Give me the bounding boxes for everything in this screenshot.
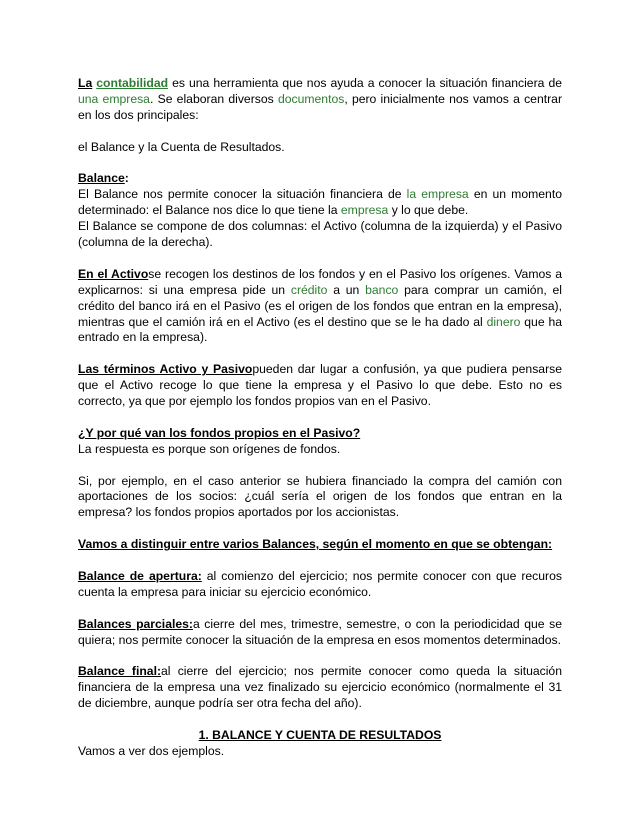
section-title: 1. BALANCE Y CUENTA DE RESULTADOS (198, 727, 442, 742)
activo-text-3: para comprar un camión, el crédito del banco irá en el Pasivo (es el origen de los fondos que entran en la empresa), mientras que el camión irá en el Activo (es el destino que se le ha dado al (78, 282, 563, 329)
paragraph-ejemplo-socios: Si, por ejemplo, en el caso anterior se hubiera financiado la compra del camión con aportaciones de los socios: ¿cuál sería el origen de los fondos que entran en la empresa? los fondos propios aportados por los accionistas. (78, 473, 562, 520)
intro-text-2: . Se elaboran diversos (149, 91, 278, 106)
section-text: Vamos a ver dos ejemplos. (78, 743, 225, 758)
link-banco[interactable]: banco (365, 282, 399, 297)
intro-text-1: es una herramienta que nos ayuda a conocer la situación financiera de (168, 76, 563, 90)
balance-text-3: y lo que debe. (388, 203, 469, 218)
heading-balances-parciales: Balances parciales: (78, 616, 193, 631)
paragraph-intro (78, 76, 562, 124)
link-la-empresa[interactable]: la empresa (406, 187, 469, 202)
heading-pregunta: ¿Y por qué van los fondos propios en el Pasivo? (78, 425, 361, 440)
link-dinero[interactable]: dinero (486, 314, 521, 329)
balance-text-2: en un momento determinado: el Balance nos dice lo que tiene la (78, 187, 562, 218)
final-text: al cierre del ejercicio; nos permite conocer como queda la situación financiera de la empresa una vez finalizado su ejercicio económico (normalmente el 31 de diciembre, aunque podría ser otra fecha del año). (78, 664, 562, 711)
heading-distinguir-balances: Vamos a distinguir entre varios Balances, según el momento en que se obtengan: (78, 537, 553, 552)
activo-text-1: se recogen los destinos de los fondos y en el Pasivo los orígenes. Vamos a explicarnos: si una empresa pide un (78, 266, 562, 297)
pregunta-text: La respuesta es porque son orígenes de fondos. (78, 441, 341, 456)
activo-text-2: a un (327, 282, 366, 297)
paragraph-balances-parciales (78, 617, 562, 649)
intro-la: La (78, 76, 93, 90)
heading-en-el-activo: En el Activo (78, 266, 149, 281)
heading-terminos: Las términos Activo y Pasivo (78, 362, 253, 377)
link-credito[interactable]: crédito (290, 282, 328, 297)
link-contabilidad[interactable]: contabilidad (96, 76, 169, 90)
document-page (78, 76, 562, 760)
activo-text-4: que ha entrado en la empresa). (78, 314, 562, 345)
heading-balance: Balance (78, 171, 125, 186)
apertura-text: al comienzo del ejercicio; nos permite conocer con que recuros cuenta la empresa para iniciar su ejercicio económico. (78, 568, 562, 599)
paragraph-balance-apertura (78, 569, 562, 601)
paragraph-balance (78, 171, 562, 251)
link-empresa[interactable]: empresa (340, 203, 389, 218)
parciales-text: a cierre del mes, trimestre, semestre, o con la periodicidad que se quiera; nos permite conocer la situación de la empresa en esos momentos determinados. (78, 616, 562, 647)
heading-colon: : (124, 171, 129, 186)
link-una-empresa[interactable]: una empresa (78, 91, 150, 106)
heading-balance-apertura: Balance de apertura: (78, 568, 202, 583)
terminos-text: pueden dar lugar a confusión, ya que pudiera pensarse que el Activo recoge lo que tiene la empresa y el Pasivo lo que debe. Esto no es correcto, ya que por ejemplo los fondos propios van en el Pasivo. (78, 362, 563, 409)
heading-balance-final: Balance final: (78, 664, 162, 679)
paragraph-activo (78, 267, 562, 347)
paragraph-balance-cuenta: el Balance y la Cuenta de Resultados. (78, 139, 285, 154)
paragraph-pregunta (78, 426, 562, 458)
paragraph-terminos (78, 362, 562, 410)
intro-text-3: , pero inicialmente nos vamos a centrar en los dos principales: (78, 91, 562, 122)
paragraph-balance-final (78, 664, 562, 712)
link-documentos[interactable]: documentos (277, 91, 345, 106)
balance-text-4: El Balance se compone de dos columnas: el Activo (columna de la izquierda) y el Pasivo (columna de la derecha). (78, 219, 562, 250)
balance-text-1: El Balance nos permite conocer la situación financiera de (78, 187, 407, 202)
